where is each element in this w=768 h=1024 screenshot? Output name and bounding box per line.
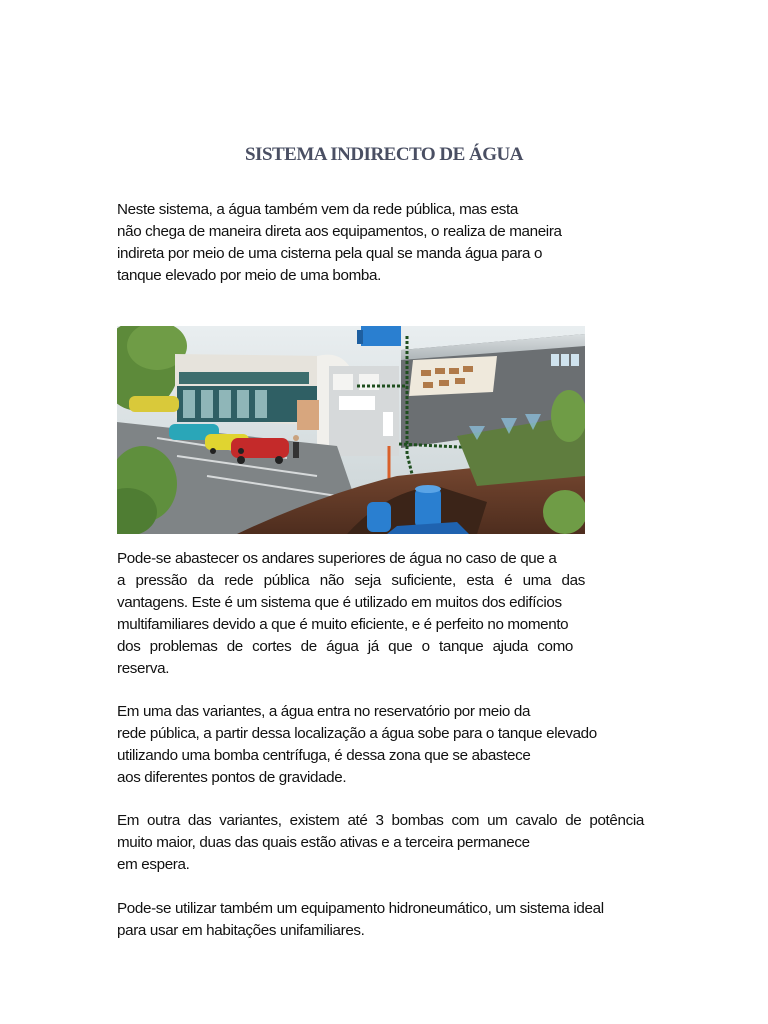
document-title: SISTEMA INDIRECTO DE ÁGUA [244, 144, 524, 165]
paragraph-line: dos problemas de cortes de água já que o tanque ajuda como [117, 638, 573, 655]
paragraph-line: para usar em habitações unifamiliares. [117, 922, 365, 939]
paragraph-line: Pode-se abastecer os andares superiores de água no caso de que a [117, 550, 557, 567]
paragraph-line: muito maior, duas das quais estão ativas e a terceira permanece [117, 834, 530, 851]
water-system-illustration [117, 326, 585, 534]
paragraph-line: tanque elevado por meio de uma bomba. [117, 267, 381, 284]
paragraph-line: Pode-se utilizar também um equipamento hidroneumático, um sistema ideal [117, 900, 604, 917]
paragraph-intro [117, 199, 647, 287]
paragraph-line: rede pública, a partir dessa localização a água sobe para o tanque elevado [117, 725, 597, 742]
paragraph-line: reserva. [117, 660, 170, 677]
paragraph-line: não chega de maneira direta aos equipamentos, o realiza de maneira [117, 223, 562, 240]
paragraph-line: Em uma das variantes, a água entra no reservatório por meio da [117, 703, 531, 720]
building-cutaway-image [117, 326, 585, 534]
paragraph-advantages [117, 548, 647, 680]
paragraph-line: aos diferentes pontos de gravidade. [117, 769, 347, 786]
paragraph-line: em espera. [117, 856, 190, 873]
paragraph-line: Neste sistema, a água também vem da rede pública, mas esta [117, 201, 518, 218]
paragraph-line: Em outra das variantes, existem até 3 bombas com um cavalo de potência [117, 812, 644, 829]
paragraph-hydropneumatic [117, 898, 647, 942]
paragraph-line: indireta por meio de uma cisterna pela qual se manda água para o [117, 245, 543, 262]
paragraph-line: vantagens. Este é um sistema que é utilizado em muitos dos edifícios [117, 594, 562, 611]
paragraph-line: utilizando uma bomba centrífuga, é dessa zona que se abastece [117, 747, 531, 764]
paragraph-variant-one [117, 701, 647, 789]
paragraph-line: multifamiliares devido a que é muito eficiente, e é perfeito no momento [117, 616, 569, 633]
paragraph-line: a pressão da rede pública não seja suficiente, esta é uma das [117, 572, 585, 589]
paragraph-variant-two [117, 810, 647, 876]
